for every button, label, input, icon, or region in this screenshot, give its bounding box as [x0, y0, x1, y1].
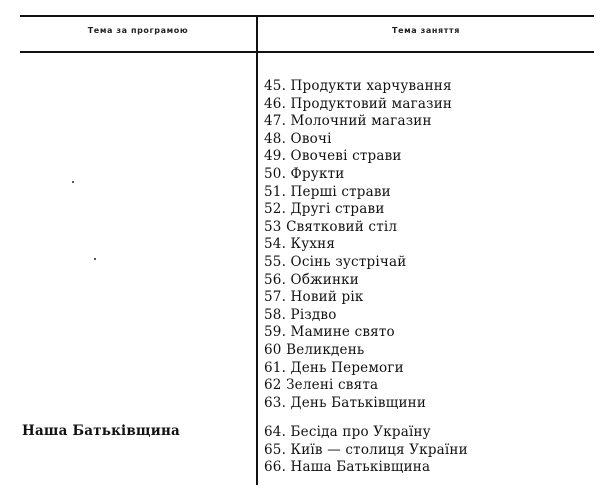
lesson-item: 63. День Батьківщини: [264, 394, 427, 411]
program-topic-cell: Наша Батьківщина: [22, 423, 180, 439]
scan-speck: [94, 258, 96, 260]
lesson-item: 52. Другі страви: [264, 201, 385, 218]
lesson-item: 53 Святковий стіл: [264, 218, 398, 235]
lesson-item: 64. Бесіда про Україну: [264, 424, 431, 441]
column-header-program-topic: Тема за програмою: [87, 26, 189, 35]
lesson-item: 56. Обжинки: [264, 271, 360, 288]
lesson-item: 54. Кухня: [264, 236, 336, 253]
lesson-item: 58. Різдво: [264, 306, 337, 323]
lesson-item: 48. Овочі: [264, 130, 332, 147]
table-header-rule: [20, 51, 594, 53]
lesson-item: 60 Великдень: [264, 341, 365, 358]
lesson-item: 61. День Перемоги: [264, 359, 404, 376]
lesson-item: 66. Наша Батьківщина: [264, 459, 431, 476]
lesson-item: 59. Мамине свято: [264, 324, 395, 341]
lesson-item: 55. Осінь зустрічай: [264, 253, 407, 270]
lesson-item: 57. Новий рік: [264, 289, 364, 306]
group-spacer: [264, 412, 468, 424]
table-column-divider: [256, 15, 258, 485]
lesson-item: 49. Овочеві страви: [264, 148, 402, 165]
column-header-lesson-topic: Тема заняття: [392, 26, 460, 35]
lesson-item: 45. Продукти харчування: [264, 78, 452, 94]
lesson-list: [264, 78, 468, 477]
lesson-item: 47. Молочний магазин: [264, 113, 432, 130]
table-top-rule: [20, 15, 594, 17]
lesson-item: 51. Перші страви: [264, 183, 391, 200]
lesson-item: 65. Київ — столиця України: [264, 441, 468, 458]
lesson-item: 50. Фрукти: [264, 165, 345, 182]
lesson-item: 62 Зелені свята: [264, 377, 379, 394]
scan-speck: [72, 181, 74, 183]
lesson-item: 46. Продуктовий магазин: [264, 95, 453, 112]
